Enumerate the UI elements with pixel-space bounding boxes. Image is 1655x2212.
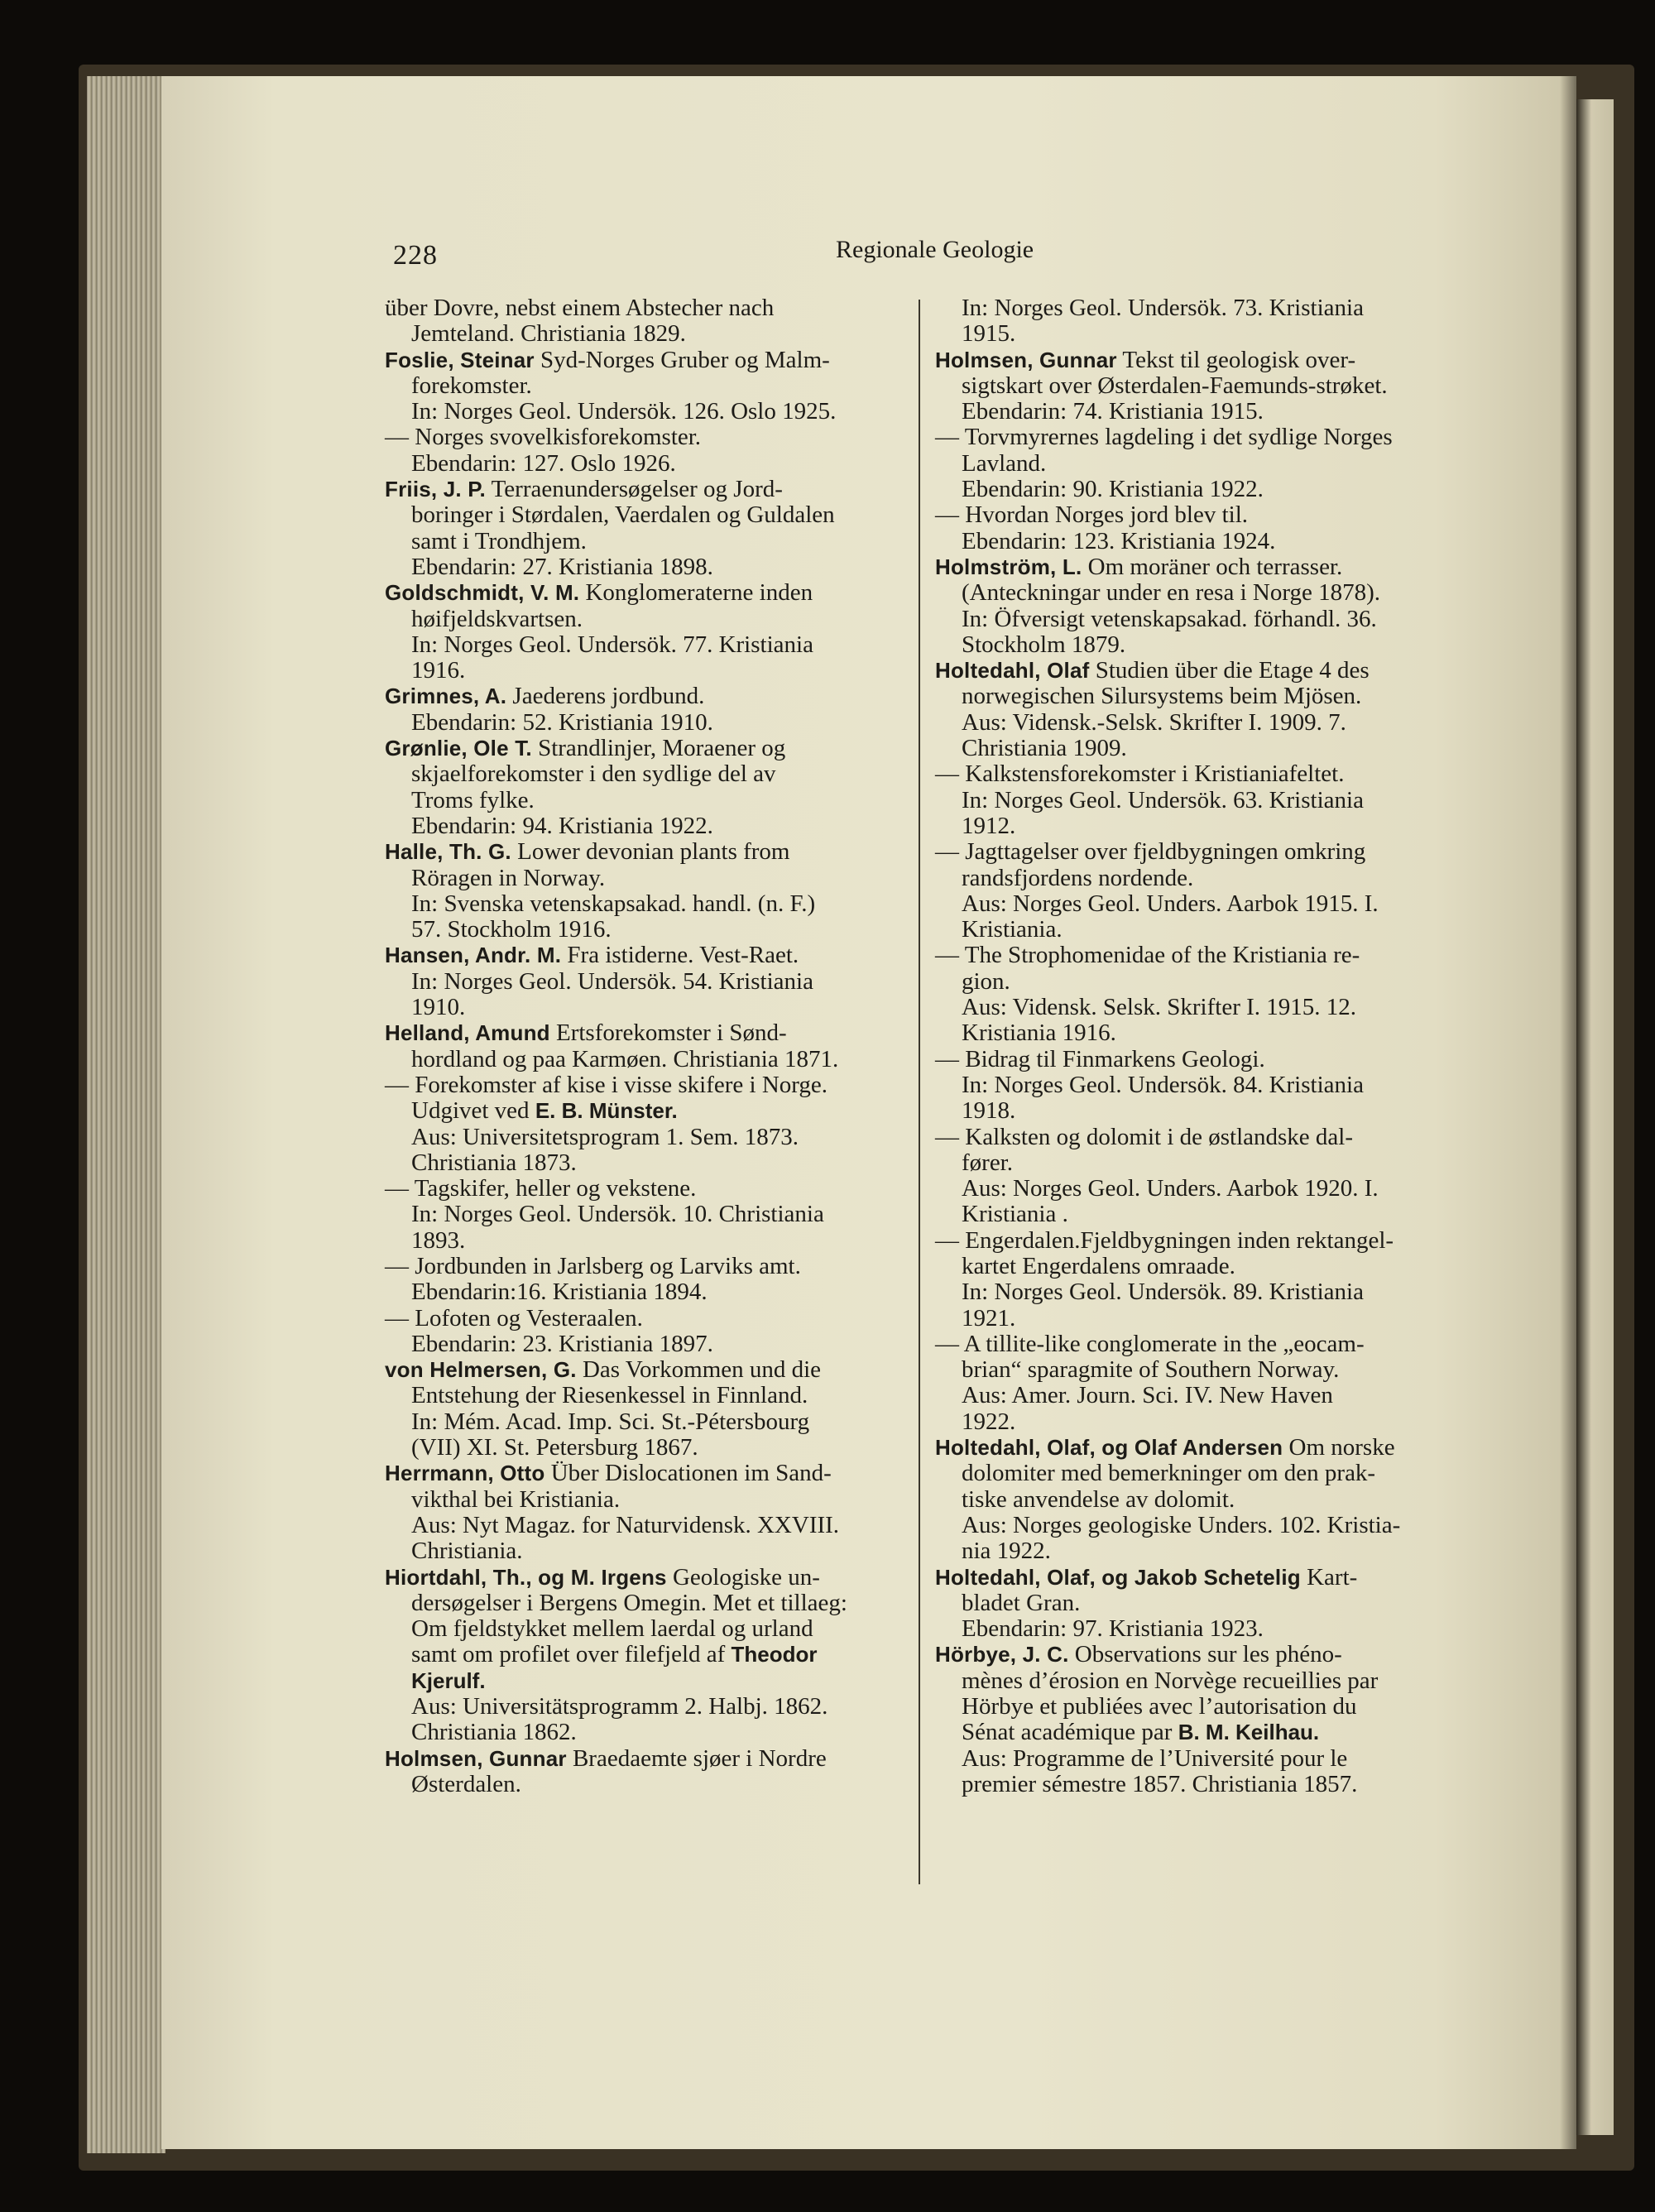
bibliography-line	[935, 580, 1448, 606]
bibliography-line	[935, 451, 1448, 477]
bibliography-line	[385, 761, 898, 787]
entry-text: Christiania 1862.	[411, 1719, 577, 1746]
entry-text: Aus: Norges geologiske Unders. 102. Kristia-	[962, 1511, 1401, 1538]
entry-editor-name: Theodor	[731, 1642, 818, 1667]
bibliography-line	[935, 1538, 1448, 1564]
bibliography-line	[385, 891, 898, 917]
entry-text: norwegischen Silursystems beim Mjösen.	[962, 683, 1362, 710]
entry-text: Jemteland. Christiania 1829.	[411, 320, 686, 348]
entry-text: mènes d’érosion en Norvège recueillies par	[962, 1667, 1379, 1694]
entry-text: Über Dislocationen im Sand-	[544, 1460, 832, 1487]
column-divider	[919, 300, 920, 1884]
entry-text: Kristiania.	[962, 916, 1063, 943]
bibliography-line	[385, 1694, 898, 1720]
entry-text: samt i Trondhjem.	[411, 527, 587, 554]
bibliography-line	[935, 1461, 1448, 1486]
bibliography-line	[385, 1746, 898, 1772]
entry-text: — Jagttagelser over fjeldbygningen omkring	[935, 838, 1366, 866]
bibliography-line	[935, 761, 1448, 787]
entry-text: Kristiania .	[962, 1201, 1068, 1228]
entry-text: Aus: Vidensk. Selsk. Skrifter I. 1915. 12.	[962, 994, 1357, 1021]
bibliography-line	[385, 607, 898, 632]
bibliography-line	[935, 1642, 1448, 1667]
bibliography-line	[935, 1254, 1448, 1279]
bibliography-line	[935, 1487, 1448, 1513]
entry-text: 1916.	[411, 657, 466, 684]
bibliography-line	[385, 1047, 898, 1072]
bibliography-line	[385, 839, 898, 865]
page-edges	[87, 76, 166, 2153]
bibliography-line	[935, 1591, 1448, 1616]
entry-text: Ebendarin: 23. Kristiania 1897.	[411, 1330, 713, 1357]
entry-text: In: Norges Geol. Undersök. 10. Christiania	[411, 1201, 824, 1228]
bibliography-line	[385, 1642, 898, 1667]
bibliography-line	[385, 295, 898, 321]
bibliography-line	[385, 1616, 898, 1642]
entry-text: Ebendarin: 97. Kristiania 1923.	[962, 1615, 1264, 1643]
entry-author: Holtedahl, Olaf	[935, 658, 1090, 684]
running-title: Regionale Geologie	[836, 236, 1034, 263]
bibliography-line	[935, 348, 1448, 373]
entry-text: In: Svenska vetenskapsakad. handl. (n. F.)	[411, 890, 816, 917]
entry-text: boringer i Størdalen, Vaerdalen og Guldalen	[411, 501, 835, 529]
entry-text: Lavland.	[962, 449, 1047, 477]
entry-text: Jaederens jordbund.	[506, 683, 705, 710]
entry-text: Ebendarin:16. Kristiania 1894.	[411, 1279, 708, 1306]
entry-text: Fra istiderne. Vest-Raet.	[561, 942, 799, 969]
bibliography-line	[385, 813, 898, 839]
bibliography-line	[935, 502, 1448, 528]
entry-text: In: Öfversigt vetenskapsakad. förhandl. 36.	[962, 605, 1377, 632]
entry-text: randsfjordens nordende.	[962, 864, 1194, 891]
entry-text: samt om profilet over filefjeld af	[411, 1641, 732, 1668]
bibliography-line	[385, 1435, 898, 1461]
entry-text: fører.	[962, 1149, 1013, 1176]
bibliography-line	[935, 1279, 1448, 1305]
entry-text: Entstehung der Riesenkessel in Finnland.	[411, 1382, 808, 1409]
bibliography-line	[385, 451, 898, 477]
bibliography-line	[385, 1461, 898, 1486]
bibliography-line	[385, 1591, 898, 1616]
right-column	[935, 295, 1448, 1797]
bibliography-line	[935, 1694, 1448, 1720]
entry-text: Christiania 1873.	[411, 1149, 577, 1176]
entry-text: Aus: Universitätsprogramm 2. Halbj. 1862.	[411, 1693, 828, 1720]
bibliography-line	[935, 839, 1448, 865]
entry-text: (VII) XI. St. Petersburg 1867.	[411, 1434, 698, 1461]
entry-text: Ebendarin: 74. Kristiania 1915.	[962, 398, 1264, 425]
bibliography-line	[935, 995, 1448, 1020]
bibliography-line	[385, 1228, 898, 1254]
page-number: 228	[393, 240, 438, 271]
entry-text: 1893.	[411, 1226, 466, 1254]
bibliography-line	[385, 788, 898, 813]
bibliography-line	[385, 995, 898, 1020]
bibliography-line	[935, 1720, 1448, 1745]
bibliography-line	[935, 943, 1448, 968]
entry-text: dolomiter med bemerkninger om den prak-	[962, 1460, 1376, 1487]
entry-text: In: Norges Geol. Undersök. 84. Kristiania	[962, 1071, 1364, 1098]
entry-text: hordland og paa Karmøen. Christiania 1871.	[411, 1045, 839, 1072]
bibliography-line	[385, 1254, 898, 1279]
bibliography-line	[385, 1487, 898, 1513]
next-page-edge	[1576, 99, 1614, 2135]
entry-author: von Helmersen, G.	[385, 1357, 577, 1383]
entry-text: Kart-	[1300, 1563, 1358, 1591]
bibliography-line	[385, 1383, 898, 1408]
bibliography-line	[385, 348, 898, 373]
entry-text: Christiania 1909.	[962, 735, 1127, 762]
bibliography-line	[935, 969, 1448, 995]
entry-text: Geologiske un-	[666, 1563, 820, 1591]
entry-author: Holmsen, Gunnar	[935, 347, 1117, 372]
entry-text: In: Norges Geol. Undersök. 73. Kristiania	[962, 295, 1364, 321]
bibliography-line	[935, 373, 1448, 399]
bibliography-line	[935, 425, 1448, 450]
entry-text: Strandlinjer, Moraener og	[531, 735, 786, 762]
entry-text: — Kalkstensforekomster i Kristianiafeltet.	[935, 761, 1345, 788]
bibliography-line	[935, 1098, 1448, 1124]
left-column	[385, 295, 898, 1797]
bibliography-line	[385, 710, 898, 736]
entry-text: gion.	[962, 967, 1010, 995]
bibliography-line	[385, 658, 898, 684]
bibliography-line	[385, 1125, 898, 1150]
entry-text: forekomster.	[411, 372, 532, 399]
bibliography-line	[385, 502, 898, 528]
bibliography-line	[935, 632, 1448, 658]
entry-author: Hörbye, J. C.	[935, 1642, 1069, 1667]
entry-text: Kristiania 1916.	[962, 1020, 1116, 1047]
entry-text: — Bidrag til Finmarkens Geologi.	[935, 1045, 1265, 1072]
entry-text: Tekst til geologisk over-	[1116, 346, 1356, 373]
entry-text: 1921.	[962, 1304, 1016, 1332]
entry-text: — Kalksten og dolomit i de østlandske dal-	[935, 1123, 1354, 1150]
bibliography-line	[935, 866, 1448, 891]
bibliography-line	[385, 1357, 898, 1383]
bibliography-line	[935, 321, 1448, 347]
bibliography-line	[385, 1720, 898, 1745]
entry-text: kartet Engerdalens omraade.	[962, 1252, 1235, 1279]
bibliography-line	[385, 529, 898, 554]
entry-text: Udgivet ved	[411, 1097, 535, 1125]
entry-text: Braedaemte sjøer i Nordre	[566, 1744, 827, 1772]
entry-text: 1922.	[962, 1408, 1016, 1435]
bibliography-line	[385, 969, 898, 995]
entry-author: Goldschmidt, V. M.	[385, 580, 580, 606]
bibliography-line	[385, 1020, 898, 1046]
bibliography-line	[385, 1668, 898, 1694]
gutter-shadow	[1560, 76, 1576, 2149]
entry-editor-name: B. M. Keilhau.	[1178, 1720, 1320, 1745]
entry-text: skjaelforekomster i den sydlige del av	[411, 761, 776, 788]
entry-text: — Hvordan Norges jord blev til.	[935, 501, 1249, 529]
entry-author: Grimnes, A.	[385, 684, 507, 709]
bibliography-line	[935, 1306, 1448, 1332]
entry-author: Hiortdahl, Th., og M. Irgens	[385, 1564, 667, 1590]
bibliography-line	[385, 1279, 898, 1305]
bibliography-line	[935, 813, 1448, 839]
entry-text: bladet Gran.	[962, 1589, 1081, 1616]
bibliography-line	[935, 1409, 1448, 1435]
entry-text: (Anteckningar under en resa i Norge 1878).	[962, 579, 1380, 607]
entry-author: Holmsen, Gunnar	[385, 1745, 567, 1771]
entry-editor-name: E. B. Münster.	[535, 1098, 678, 1124]
entry-text: dersøgelser i Bergens Omegin. Met et tillaeg:	[411, 1589, 847, 1616]
entry-text: über Dovre, nebst einem Abstecher nach	[385, 295, 775, 321]
bibliography-line	[935, 1435, 1448, 1461]
entry-text: 57. Stockholm 1916.	[411, 916, 612, 943]
entry-text: tiske anvendelse av dolomit.	[962, 1485, 1235, 1513]
bibliography-line	[935, 1357, 1448, 1383]
bibliography-line	[935, 1668, 1448, 1694]
bibliography-line	[385, 1332, 898, 1357]
entry-author: Friis, J. P.	[385, 477, 486, 502]
bibliography-line	[935, 736, 1448, 761]
entry-author: Herrmann, Otto	[385, 1461, 545, 1486]
bibliography-line	[935, 1125, 1448, 1150]
entry-author: Grønlie, Ole T.	[385, 736, 532, 761]
bibliography-line	[935, 529, 1448, 554]
entry-text: Om fjeldstykket mellem laerdal og urland	[411, 1615, 813, 1643]
bibliography-line	[385, 1098, 898, 1124]
entry-text: Konglomeraterne inden	[579, 579, 813, 607]
entry-text: Hörbye et publiées avec l’autorisation du	[962, 1693, 1357, 1720]
entry-text: nia 1922.	[962, 1538, 1051, 1565]
entry-text: — Norges svovelkisforekomster.	[385, 424, 702, 451]
entry-text: Aus: Nyt Magaz. for Naturvidensk. XXVIII.	[411, 1511, 840, 1538]
entry-text: — Torvmyrernes lagdeling i det sydlige Norges	[935, 424, 1393, 451]
entry-text: 1910.	[411, 994, 466, 1021]
bibliography-line	[935, 1176, 1448, 1202]
bibliography-line	[935, 1565, 1448, 1591]
bibliography-line	[385, 1538, 898, 1564]
entry-text: Stockholm 1879.	[962, 631, 1126, 658]
bibliography-line	[935, 1047, 1448, 1072]
bibliography-line	[935, 684, 1448, 709]
entry-text: Sénat académique par	[962, 1719, 1178, 1746]
bibliography-line	[935, 477, 1448, 502]
bibliography-line	[935, 607, 1448, 632]
entry-text: In: Norges Geol. Undersök. 126. Oslo 1925.	[411, 398, 837, 425]
entry-author: Foslie, Steinar	[385, 347, 535, 372]
bibliography-line	[385, 1072, 898, 1098]
bibliography-line	[385, 1306, 898, 1332]
entry-text: Ebendarin: 27. Kristiania 1898.	[411, 553, 713, 580]
entry-text: In: Norges Geol. Undersök. 89. Kristiania	[962, 1279, 1364, 1306]
entry-text: 1918.	[962, 1097, 1016, 1125]
bibliography-line	[935, 1383, 1448, 1408]
entry-text: vikthal bei Kristiania.	[411, 1485, 621, 1513]
entry-text: Troms fylke.	[411, 786, 535, 813]
entry-text: In: Norges Geol. Undersök. 63. Kristiania	[962, 786, 1364, 813]
entry-text: Ebendarin: 123. Kristiania 1924.	[962, 527, 1276, 554]
bibliography-line	[385, 554, 898, 580]
bibliography-line	[935, 1513, 1448, 1538]
entry-editor-name: Kjerulf.	[411, 1667, 486, 1693]
bibliography-line	[935, 554, 1448, 580]
entry-text: høifjeldskvartsen.	[411, 605, 583, 632]
entry-author: Hansen, Andr. M.	[385, 943, 562, 968]
bibliography-line	[935, 788, 1448, 813]
bibliography-line	[385, 373, 898, 399]
entry-text: Om norske	[1283, 1434, 1395, 1461]
entry-text: Aus: Norges Geol. Unders. Aarbok 1920. I.	[962, 1175, 1379, 1202]
entry-text: Ebendarin: 94. Kristiania 1922.	[411, 812, 713, 839]
bibliography-line	[935, 891, 1448, 917]
bibliography-line	[385, 1409, 898, 1435]
bibliography-line	[385, 399, 898, 425]
bibliography-line	[385, 580, 898, 606]
entry-text: — The Strophomenidae of the Kristiania re-	[935, 942, 1360, 969]
bibliography-line	[935, 1202, 1448, 1227]
entry-text: Das Vorkommen und die	[576, 1356, 822, 1384]
entry-text: Om moräner och terrasser.	[1082, 553, 1343, 580]
bibliography-line	[935, 399, 1448, 425]
bibliography-line	[385, 684, 898, 709]
bibliography-line	[935, 1228, 1448, 1254]
entry-text: In: Norges Geol. Undersök. 77. Kristiania	[411, 631, 813, 658]
entry-text: Studien über die Etage 4 des	[1089, 657, 1370, 684]
entry-text: Østerdalen.	[411, 1770, 521, 1797]
entry-text: Röragen in Norway.	[411, 864, 606, 891]
bibliography-line	[935, 658, 1448, 684]
bibliography-line	[385, 477, 898, 502]
bibliography-line	[385, 632, 898, 658]
bibliography-line	[385, 866, 898, 891]
entry-text: In: Norges Geol. Undersök. 54. Kristiania	[411, 967, 813, 995]
bibliography-line	[385, 1150, 898, 1176]
entry-text: — Lofoten og Vesteraalen.	[385, 1304, 643, 1332]
entry-text: Observations sur les phéno-	[1068, 1641, 1342, 1668]
entry-text: Aus: Amer. Journ. Sci. IV. New Haven	[962, 1382, 1333, 1409]
entry-author: Holtedahl, Olaf, og Jakob Schetelig	[935, 1564, 1301, 1590]
entry-text: Aus: Norges Geol. Unders. Aarbok 1915. I.	[962, 890, 1379, 917]
entry-text: 1915.	[962, 320, 1016, 348]
bibliography-line	[385, 1772, 898, 1797]
bibliography-line	[935, 710, 1448, 736]
entry-text: Christiania.	[411, 1538, 523, 1565]
bibliography-line	[935, 295, 1448, 321]
entry-text: — Tagskifer, heller og vekstene.	[385, 1175, 697, 1202]
bibliography-line	[385, 736, 898, 761]
bibliography-line	[385, 1202, 898, 1227]
entry-text: Terraenundersøgelser og Jord-	[485, 476, 783, 503]
bibliography-line	[385, 321, 898, 347]
entry-text: Ebendarin: 127. Oslo 1926.	[411, 449, 676, 477]
entry-author: Helland, Amund	[385, 1020, 550, 1046]
bibliography-line	[935, 1616, 1448, 1642]
entry-text: — Jordbunden in Jarlsberg og Larviks amt.	[385, 1252, 801, 1279]
bibliography-line	[385, 1176, 898, 1202]
entry-text: Syd-Norges Gruber og Malm-	[534, 346, 830, 373]
bibliography-line	[935, 917, 1448, 943]
entry-text: sigtskart over Østerdalen-Faemunds-strøket.	[962, 372, 1388, 399]
bibliography-line	[935, 1772, 1448, 1797]
entry-text: Ertsforekomster i Sønd-	[549, 1020, 787, 1047]
entry-author: Halle, Th. G.	[385, 839, 511, 865]
entry-author: Holtedahl, Olaf, og Olaf Andersen	[935, 1435, 1283, 1461]
bibliography-line	[935, 1332, 1448, 1357]
bibliography-line	[935, 1072, 1448, 1098]
entry-text: Aus: Vidensk.-Selsk. Skrifter I. 1909. 7.	[962, 708, 1346, 736]
bibliography-line	[385, 1513, 898, 1538]
entry-text: Lower devonian plants from	[511, 838, 790, 866]
bibliography-line	[935, 1020, 1448, 1046]
entry-text: Aus: Programme de l’Université pour le	[962, 1744, 1348, 1772]
bibliography-line	[935, 1746, 1448, 1772]
entry-text: Ebendarin: 52. Kristiania 1910.	[411, 708, 713, 736]
bibliography-line	[385, 1565, 898, 1591]
entry-text: In: Mém. Acad. Imp. Sci. St.-Pétersbourg	[411, 1408, 810, 1435]
entry-text: — Engerdalen.Fjeldbygningen inden rektangel-	[935, 1226, 1394, 1254]
entry-text: Aus: Universitetsprogram 1. Sem. 1873.	[411, 1123, 799, 1150]
entry-text: 1912.	[962, 812, 1016, 839]
bibliography-line	[385, 425, 898, 450]
entry-text: brian“ sparagmite of Southern Norway.	[962, 1356, 1340, 1384]
entry-text: — Forekomster af kise i visse skifere i Norge.	[385, 1071, 828, 1098]
entry-text: — A tillite-like conglomerate in the „eocam-	[935, 1330, 1365, 1357]
entry-author: Holmström, L.	[935, 554, 1082, 579]
entry-text: premier sémestre 1857. Christiania 1857.	[962, 1770, 1358, 1797]
entry-text: Ebendarin: 90. Kristiania 1922.	[962, 476, 1264, 503]
bibliography-line	[935, 1150, 1448, 1176]
bibliography-line	[385, 917, 898, 943]
bibliography-line	[385, 943, 898, 968]
